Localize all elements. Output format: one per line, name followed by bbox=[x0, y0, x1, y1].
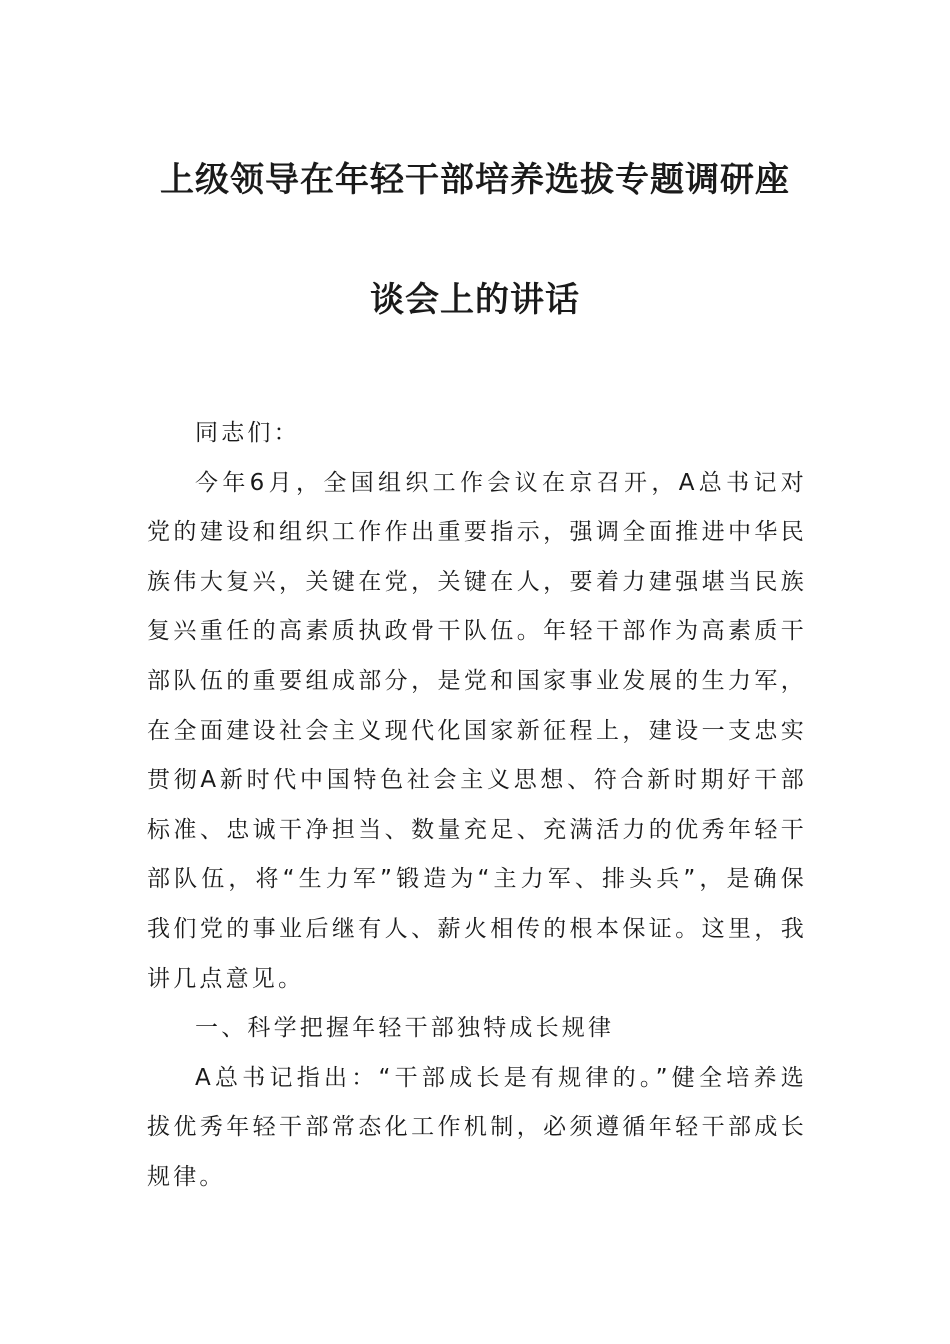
salutation: 同志们： bbox=[195, 420, 300, 446]
document-body bbox=[147, 409, 807, 1203]
paragraph-intro: 今年6月，全国组织工作会议在京召开，A总书记对党的建设和组织工作作出重要指示，强调全面推进中华民族伟大复兴，关键在党，关键在人，要着力建强堪当民族复兴重任的高素质执政骨干队伍。年轻干部作为高素质干部队伍的重要组成部分，是党和国家事业发展的生力军，在全面建设社会主义现代化国家新征程上，建设一支忠实贯彻A新时代中国特色社会主义思想、符合新时期好干部标准、忠诚干净担当、数量充足、充满活力的优秀年轻干部队伍，将“生力军”锻造为“主力军、排头兵”，是确保我们党的事业后继有人、薪火相传的根本保证。这里，我讲几点意见。 bbox=[147, 469, 807, 992]
section-heading-1: 一、科学把握年轻干部独特成长规律 bbox=[195, 1015, 615, 1042]
document-title-line-1: 上级领导在年轻干部培养选拔专题调研座 bbox=[160, 160, 790, 200]
document-title-line-2: 谈会上的讲话 bbox=[370, 280, 580, 320]
paragraph-section-1: A总书记指出：“干部成长是有规律的。”健全培养选拔优秀年轻干部常态化工作机制，必须遵循年轻干部成长规律。 bbox=[147, 1064, 807, 1190]
